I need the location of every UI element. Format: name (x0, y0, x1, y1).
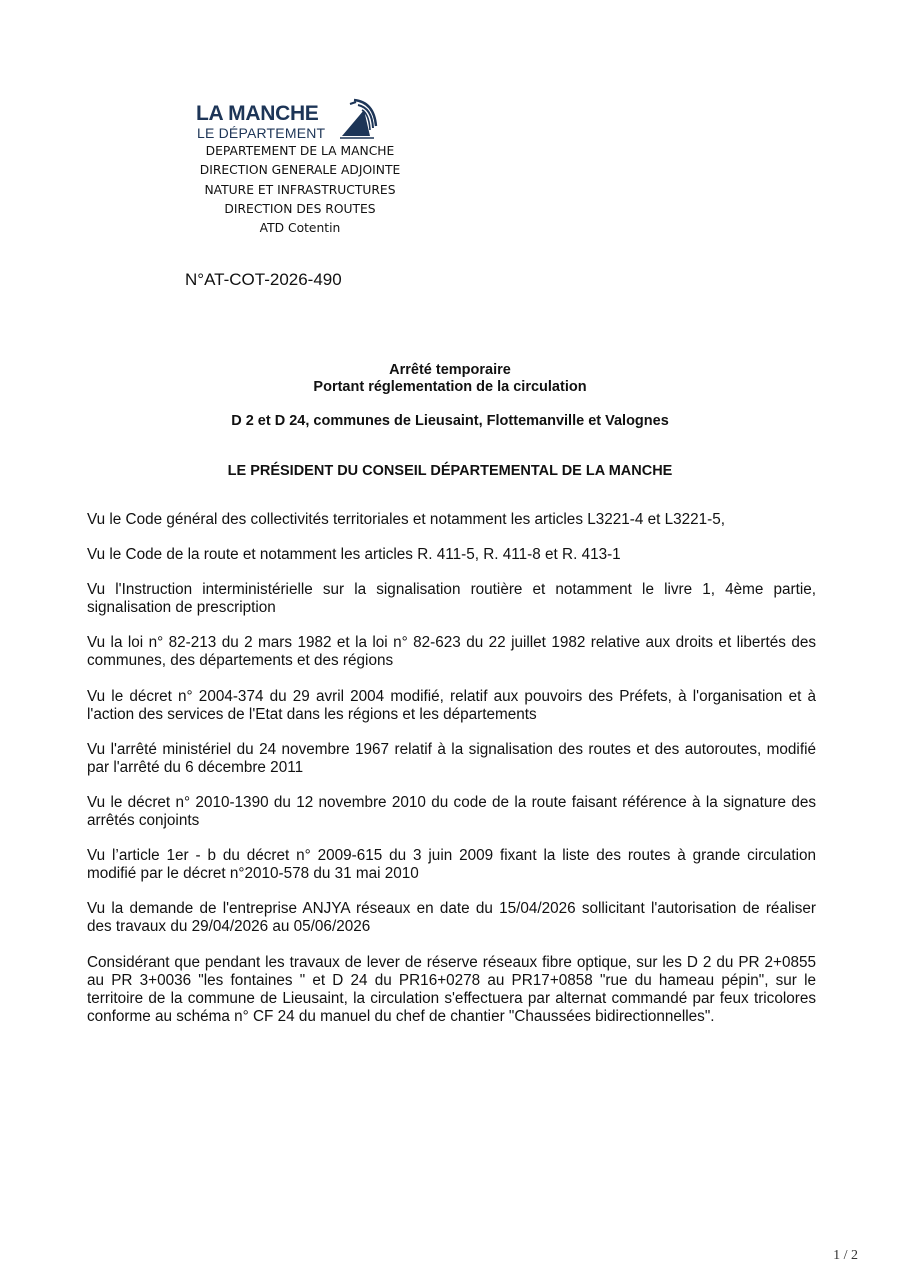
roads-and-communes (0, 413, 900, 430)
logo-main-text: LA MANCHE (196, 102, 319, 125)
paragraph: Vu le décret n° 2010-1390 du 12 novembre 2010 du code de la route faisant référence à la signature des arrêtés conjoints (87, 793, 816, 830)
header-line: DIRECTION GENERALE ADJOINTE (199, 163, 401, 178)
decree-reference: N°AT-COT-2026-490 (185, 270, 342, 289)
paragraph: Vu la loi n° 82-213 du 2 mars 1982 et la loi n° 82-623 du 22 juillet 1982 relative aux droits et libertés des communes, des départements et des régions (87, 634, 816, 670)
paragraph: Considérant que pendant les travaux de lever de réserve réseaux fibre optique, sur les D 2 du PR 2+0855 au PR 3+0036 "les fontaines " et D 24 du PR16+0278 au PR17+0858 "rue du hameau pépin", sur le territoire de la commune de Lieusaint, la circulation s'effectuera par alternat commandé par feux tricolores conforme au schéma n° CF 24 du manuel du chef de chantier "Chaussées bidirectionnelles". (87, 953, 816, 1025)
decree-title (0, 362, 900, 396)
communes-label: , communes de Lieusaint, Flottemanville et Valognes (305, 413, 669, 429)
department-logo (196, 96, 386, 144)
header-line: DIRECTION DES ROUTES (224, 201, 376, 216)
sail-logo-icon (334, 96, 380, 142)
header-line: DEPARTEMENT DE LA MANCHE (205, 144, 395, 158)
paragraph: Vu la demande de l'entreprise ANJYA réseaux en date du 15/04/2026 sollicitant l'autorisation de réaliser des travaux du 29/04/2026 au 05/06/2026 (87, 900, 816, 936)
paragraph: Vu l'arrêté ministériel du 24 novembre 1967 relatif à la signalisation des routes et des autoroutes, modifié par l'arrêté du 6 décembre 2011 (87, 740, 816, 776)
president-heading: LE PRÉSIDENT DU CONSEIL DÉPARTEMENTAL DE LA MANCHE (227, 463, 673, 479)
decree-body (87, 511, 816, 1043)
header-line: ATD Cotentin (259, 221, 341, 236)
header-line: NATURE ET INFRASTRUCTURES (204, 182, 396, 197)
paragraph: Vu le Code général des collectivités territoriales et notamment les articles L3221-4 et L3221-5, (87, 511, 725, 528)
logo-sub-text: LE DÉPARTEMENT (197, 125, 326, 141)
title-line-1: Arrêté temporaire (389, 362, 511, 378)
paragraph: Vu l'Instruction interministérielle sur la signalisation routière et notamment le livre 1, 4ème partie, signalisation de prescription (87, 581, 816, 617)
title-line-2: Portant réglementation de la circulation (313, 379, 587, 395)
roads-label: D 2 et D 24 (231, 413, 306, 429)
paragraph: Vu le Code de la route et notamment les articles R. 411-5, R. 411-8 et R. 413-1 (87, 546, 621, 564)
paragraph: Vu l’article 1er - b du décret n° 2009-615 du 3 juin 2009 fixant la liste des routes à grande circulation modifié par le décret n°2010-578 du 31 mai 2010 (87, 847, 816, 883)
page-number: 1 / 2 (833, 1248, 858, 1263)
issuing-authority (150, 142, 450, 238)
paragraph: Vu le décret n° 2004-374 du 29 avril 2004 modifié, relatif aux pouvoirs des Préfets, à l'organisation et à l'action des services de l'Etat dans les régions et les départements (87, 687, 816, 723)
